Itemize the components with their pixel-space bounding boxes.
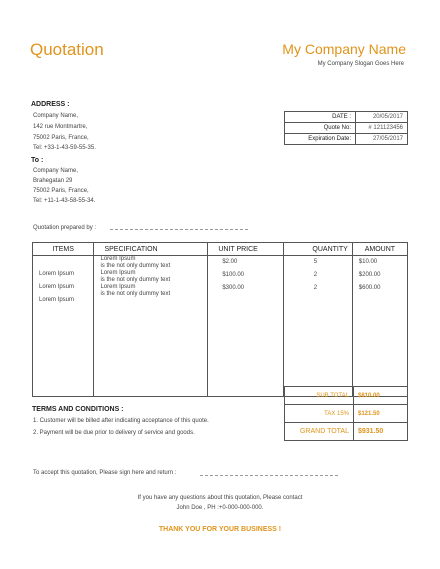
to-line: Brahegatan 29 [33,178,73,184]
meta-row-quote-no [285,123,408,134]
subtotal-row [285,387,408,405]
document-title: Quotation [30,40,104,59]
term-line: 1. Customer will be billed after indicating acceptance of this quote. [33,418,209,424]
address-line: Company Name, [33,113,79,119]
expiration-value: 27/05/2017 [356,134,408,145]
signature-line [200,475,338,476]
prepared-by-label: Quotation prepared by : [33,225,97,231]
expiration-label: Expiration Date: [285,134,356,145]
item-name: Lorem Ipsum [39,271,75,277]
company-name: My Company Name [282,41,406,57]
to-line: Company Name, [33,168,79,174]
item-name: Lorem Ipsum [39,297,75,303]
header-items: ITEMS [33,243,94,256]
spec-line: Lorem Ipsum [100,284,136,290]
items-column [33,256,94,397]
header-specification: SPECIFICATION [94,243,208,256]
item-name: Lorem Ipsum [39,284,75,290]
address-heading: ADDRESS : [31,101,70,108]
quantity: 2 [313,272,318,278]
quantity: 2 [313,285,318,291]
spec-line: Lorem Ipsum [100,270,136,276]
items-table [32,242,408,397]
amount: $10.00 [358,259,378,265]
meta-row-expiration [285,134,408,145]
items-body [33,256,408,397]
items-header-row [33,243,408,256]
amount-column [352,256,407,397]
subtotal-label: SUB TOTAL [285,387,354,405]
amount: $600.00 [358,285,381,291]
subtotal-value: $810.00 [354,387,408,405]
contact-line: John Doe , PH :+0-000-000-000. [176,505,264,511]
unit-price: $300.00 [222,285,245,291]
quantity-column [283,256,352,397]
address-line: 142 rue Montmartre, [33,124,88,130]
address-line: Tel: +33-1-43-59-55-35. [33,145,96,151]
company-slogan: My Company Slogan Goes Here [317,61,404,67]
totals-table [284,386,408,441]
prepared-by-line [110,229,248,230]
date-value: 20/05/2017 [356,112,408,123]
tax-value: $121.50 [354,405,408,423]
header-quantity: QUANTITY [283,243,352,256]
header-unit-price: UNIT PRICE [208,243,283,256]
grand-total-label: GRAND TOTAL [285,423,354,441]
spec-line: Lorem Ipsum [100,256,136,262]
date-label: DATE : [285,112,356,123]
to-line: 75002 Paris, France, [33,188,89,194]
header-amount: AMOUNT [352,243,407,256]
meta-row-date [285,112,408,123]
quote-no-value: # 121123456 [356,123,408,134]
tax-label: TAX 15% [285,405,354,423]
to-heading: To : [31,157,44,164]
unit-price: $100.00 [222,272,245,278]
address-line: 75002 Paris, France, [33,135,89,141]
spec-line: is the not only dummy text [100,291,171,297]
contact-line: If you have any questions about this quotation, Please contact [137,495,303,501]
spec-line: is the not only dummy text [100,277,171,283]
unit-price: $2.00 [222,259,238,265]
tax-row [285,405,408,423]
specification-column [94,256,208,397]
to-line: Tel: +11-1-43-58-55-34. [33,198,96,204]
quantity: 5 [313,259,318,265]
spec-line: is the not only dummy text [100,263,171,269]
grand-total-value: $931.50 [354,423,408,441]
unit-price-column [208,256,283,397]
terms-heading: TERMS AND CONDITIONS : [32,406,124,413]
accept-text: To accept this quotation, Please sign here and return : [33,470,177,476]
amount: $200.00 [358,272,381,278]
thank-you-message: THANK YOU FOR YOUR BUSINESS ! [158,526,282,533]
grand-total-row [285,423,408,441]
term-line: 2. Payment will be due prior to delivery of service and goods. [33,430,195,436]
quote-meta-table [284,111,408,145]
quote-no-label: Quote No: [285,123,356,134]
